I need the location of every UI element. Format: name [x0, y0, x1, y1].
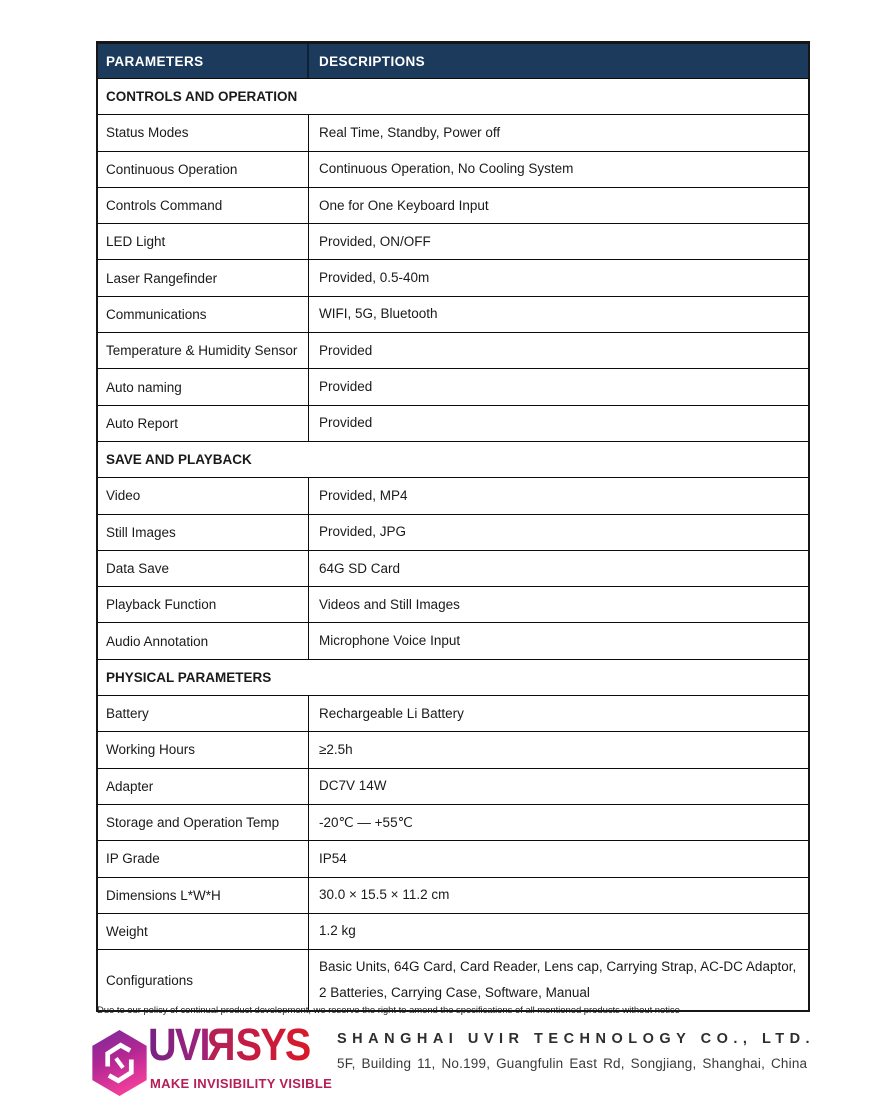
description-cell: -20℃ — +55℃ [319, 814, 413, 830]
wordmark-mirrored-r: R [208, 1019, 236, 1070]
table-row [98, 406, 808, 442]
section-header-row: PHYSICAL PARAMETERS [98, 660, 808, 696]
column-header-parameters: PARAMETERS [98, 44, 309, 78]
description-cell: Rechargeable Li Battery [319, 705, 464, 721]
parameter-cell: Status Modes [98, 115, 309, 150]
description-cell: Provided [319, 379, 373, 395]
table-row [98, 297, 808, 333]
parameter-cell: Continuous Operation [98, 152, 309, 187]
table-row [98, 878, 808, 914]
description-cell: 30.0 × 15.5 × 11.2 cm [319, 887, 450, 903]
description-cell: DC7V 14W [319, 778, 387, 794]
description-cell: Real Time, Standby, Power off [319, 124, 501, 140]
parameter-cell: Temperature & Humidity Sensor [98, 333, 309, 368]
table-row [98, 696, 808, 732]
parameter-cell: Auto naming [98, 369, 309, 404]
description-cell: ≥2.5h [319, 741, 353, 757]
description-cell: Continuous Operation, No Cooling System [319, 161, 574, 177]
description-cell: WIFI, 5G, Bluetooth [319, 306, 438, 322]
parameter-cell: Playback Function [98, 587, 309, 622]
table-row [98, 260, 808, 296]
spec-table [96, 41, 810, 1012]
company-address: 5F, Building 11, No.199, Guangfulin East Rd, Songjiang, Shanghai, China [337, 1056, 808, 1071]
parameter-cell: Laser Rangefinder [98, 260, 309, 295]
disclaimer-note: Due to our policy of continual product development, we reserve the right to amend the specifications of all mentioned products without notice [97, 1005, 680, 1016]
description-cell: Provided [319, 415, 373, 431]
description-cell: Provided [319, 342, 373, 358]
table-row [98, 805, 808, 841]
parameter-cell: Working Hours [98, 732, 309, 767]
description-cell: Basic Units, 64G Card, Card Reader, Lens cap, Carrying Strap, AC-DC Adaptor, 2 Batteries, Carrying Case, Software, Manual [319, 959, 797, 1001]
description-cell: 1.2 kg [319, 923, 356, 939]
table-row [98, 587, 808, 623]
parameter-cell: Controls Command [98, 188, 309, 223]
parameter-cell: Adapter [98, 769, 309, 804]
parameter-cell: Communications [98, 297, 309, 332]
table-row [98, 551, 808, 587]
uvirsys-hexagon-logo-icon [90, 1028, 149, 1098]
description-cell: IP54 [319, 850, 347, 866]
parameter-cell: Audio Annotation [98, 623, 309, 658]
section-header-row: CONTROLS AND OPERATION [98, 79, 808, 115]
parameter-cell: Data Save [98, 551, 309, 586]
parameter-cell: Battery [98, 696, 309, 731]
table-row [98, 769, 808, 805]
description-cell: Provided, MP4 [319, 487, 408, 503]
description-cell: One for One Keyboard Input [319, 197, 489, 213]
parameter-cell: Still Images [98, 515, 309, 550]
description-cell: Microphone Voice Input [319, 633, 461, 649]
parameter-cell: Auto Report [98, 406, 309, 441]
brand-tagline: MAKE INVISIBILITY VISIBLE [150, 1076, 333, 1091]
description-cell: Provided, ON/OFF [319, 233, 431, 249]
uvirsys-wordmark [148, 1019, 310, 1070]
table-row [98, 478, 808, 514]
description-cell: Provided, 0.5-40m [319, 270, 430, 286]
wordmark-segment: SYS [235, 1019, 310, 1070]
table-row [98, 224, 808, 260]
company-name: SHANGHAI UVIR TECHNOLOGY CO., LTD. [337, 1031, 816, 1047]
table-row [98, 188, 808, 224]
parameter-cell: Weight [98, 914, 309, 949]
description-cell: Provided, JPG [319, 524, 407, 540]
table-row [98, 115, 808, 151]
parameter-cell: IP Grade [98, 841, 309, 876]
parameter-cell: Configurations [98, 950, 309, 1010]
parameter-cell: Dimensions L*W*H [98, 878, 309, 913]
table-row [98, 841, 808, 877]
section-header-row: SAVE AND PLAYBACK [98, 442, 808, 478]
parameter-cell: Storage and Operation Temp [98, 805, 309, 840]
wordmark-segment: UVI [148, 1019, 209, 1070]
table-row [98, 152, 808, 188]
description-cell: Videos and Still Images [319, 596, 460, 612]
table-row [98, 623, 808, 659]
table-row [98, 369, 808, 405]
table-body [98, 79, 808, 1010]
table-row [98, 950, 808, 1010]
table-header-row [98, 44, 808, 79]
table-row [98, 333, 808, 369]
description-cell: 64G SD Card [319, 560, 401, 576]
table-row [98, 732, 808, 768]
table-row [98, 515, 808, 551]
parameter-cell: LED Light [98, 224, 309, 259]
table-row [98, 914, 808, 950]
column-header-descriptions: DESCRIPTIONS [319, 53, 426, 69]
parameter-cell: Video [98, 478, 309, 513]
